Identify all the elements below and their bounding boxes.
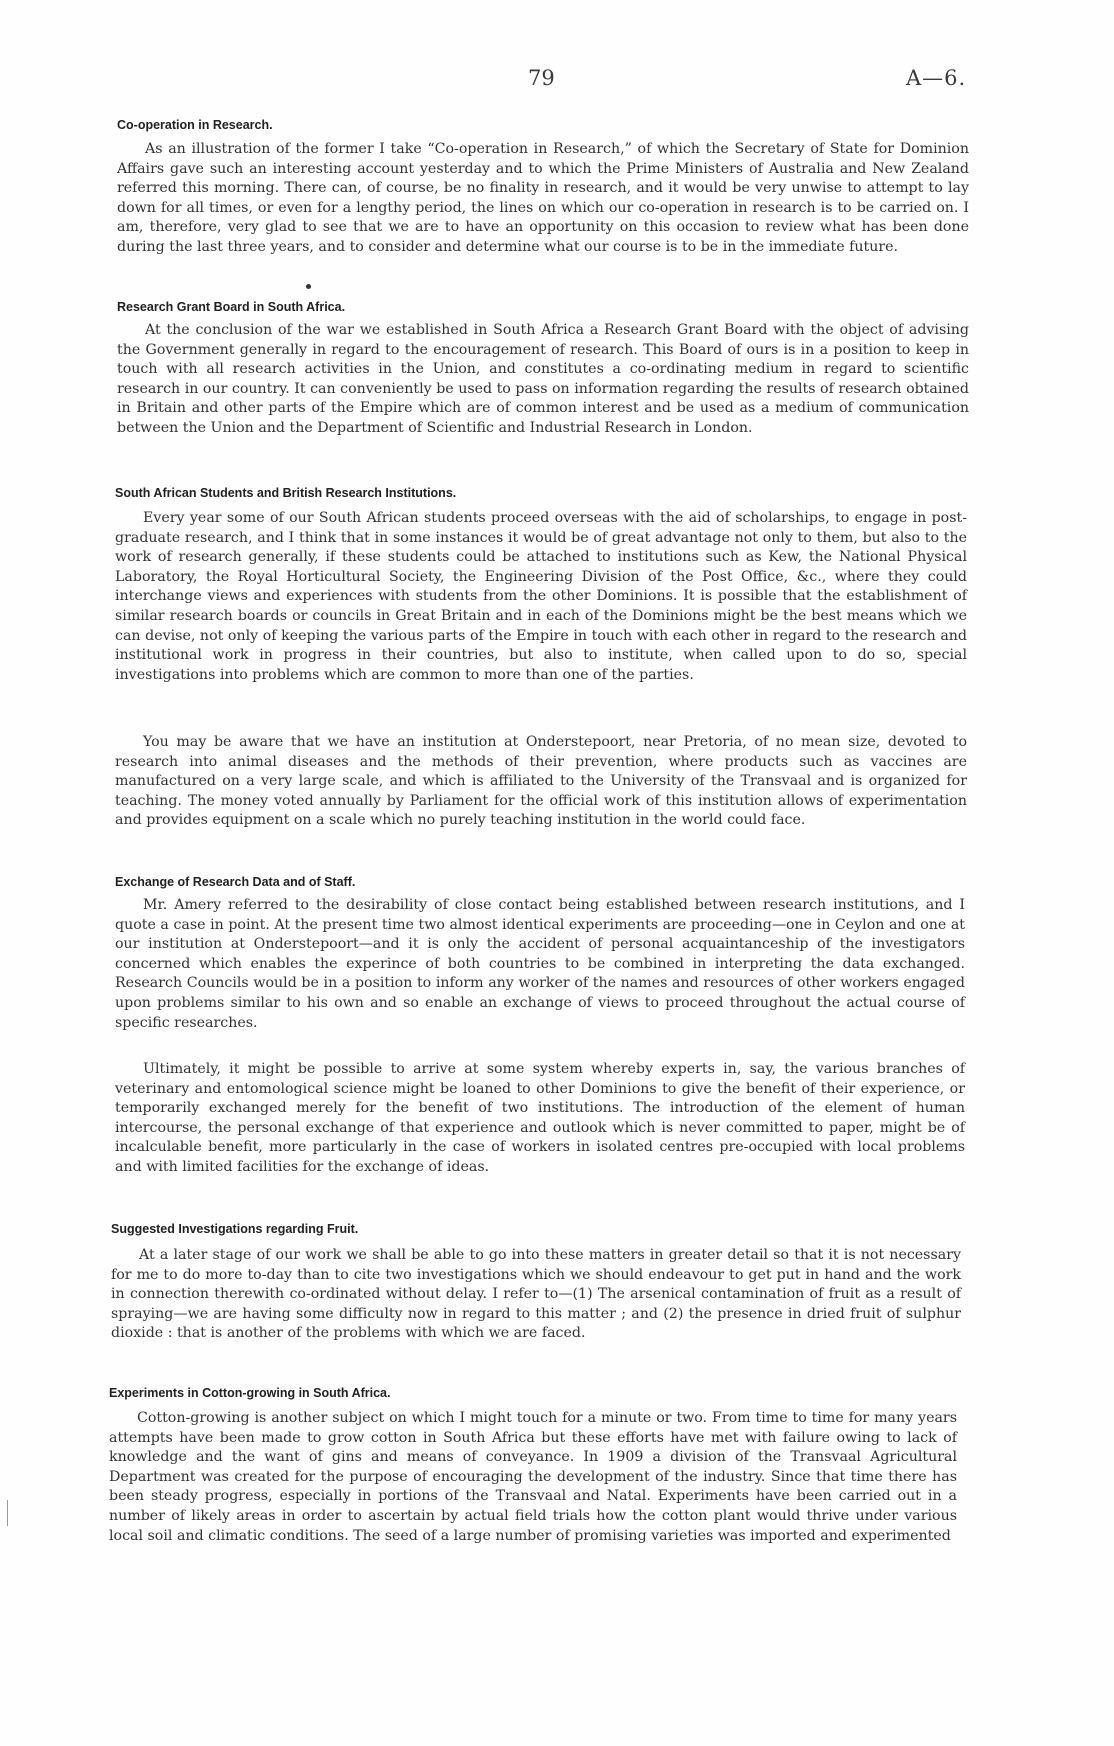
section-heading-cotton: Experiments in Cotton-growing in South Africa. <box>109 1386 391 1400</box>
paragraph: Ultimately, it might be possible to arrive at some system whereby experts in, say, the various branches of veterinary and entomological science might be loaned to other Dominions to give the benefit of their experience, or temporarily exchanged merely for the benefit of two institutions. The introduction of the element of human intercourse, the personal exchange of that experience and outlook which is never committed to paper, might be of incalculable benefit, more particularly in the case of workers in isolated centres pre-occupied with local problems and with limited facilities for the exchange of ideas. <box>115 1061 965 1175</box>
section-heading-students: South African Students and British Research Institutions. <box>115 486 457 500</box>
margin-mark <box>7 1500 8 1526</box>
document-reference: A—6. <box>906 66 967 90</box>
page-header <box>0 66 1114 96</box>
ink-dot <box>306 284 311 289</box>
section-heading-fruit: Suggested Investigations regarding Fruit. <box>111 1222 359 1236</box>
paragraph: Every year some of our South African students proceed overseas with the aid of scholarships, to engage in post-graduate research, and I think that in some instances it would be of great advantage not only to them, but also to the work of research generally, if these students could be attached to institutions such as Kew, the National Physical Laboratory, the Royal Horticultural Society, the Engineering Division of the Post Office, &c., where they could interchange views and experiences with students from the other Dominions. It is possible that the establishment of similar research boards or councils in Great Britain and in each of the Dominions might be the best means which we can devise, not only of keeping the various parts of the Empire in touch with each other in regard to the research and institutional work in progress in their countries, but also to institute, when called upon to do so, special investigations into problems which are common to more than one of the parties. <box>115 510 967 683</box>
section-heading-cooperation: Co-operation in Research. <box>117 118 273 132</box>
paragraph: Cotton-growing is another subject on which I might touch for a minute or two. From time to time for many years attempts have been made to grow cotton in South Africa but these efforts have met with failure owing to lack of knowledge and the want of gins and means of conveyance. In 1909 a division of the Transvaal Agricultural Department was created for the purpose of encouraging the development of the industry. Since that time there has been steady progress, especially in portions of the Transvaal and Natal. Experiments have been carried out in a number of likely areas in order to ascertain by actual field trials how the cotton plant would thrive under various local soil and climatic conditions. The seed of a large number of promising varieties was imported and experimented <box>109 1410 957 1544</box>
page-number: 79 <box>528 66 555 90</box>
section-heading-research-grant-board: Research Grant Board in South Africa. <box>117 300 346 314</box>
paragraph: Mr. Amery referred to the desirability of close contact being established between research institutions, and I quote a case in point. At the present time two almost identical experiments are proceeding—one in Ceylon and one at our institution at Onderstepoort—and it is only the accident of personal acquaintanceship of the investigators concerned which enables the experince of both countries to be combined in interpreting the data exchanged. Research Councils would be in a position to inform any worker of the names and resources of other workers engaged upon problems similar to his own and so enable an exchange of views to proceed throughout the actual course of specific researches. <box>115 897 965 1031</box>
paragraph: As an illustration of the former I take “Co-operation in Research,” of which the Secretary of State for Dominion Affairs gave such an interesting account yesterday and to which the Prime Ministers of Australia and New Zealand referred this morning. There can, of course, be no finality in research, and it would be very unwise to attempt to lay down for all times, or even for a lengthy period, the lines on which our co-operation in research is to be carried on. I am, therefore, very glad to see that we are to have an opportunity on this occasion to review what has been done during the last three years, and to consider and determine what our course is to be in the immediate future. <box>117 141 969 255</box>
section-heading-exchange: Exchange of Research Data and of Staff. <box>115 875 356 889</box>
paragraph: You may be aware that we have an institution at Onderstepoort, near Pretoria, of no mean size, devoted to research into animal diseases and the methods of their prevention, where products such as vaccines are manufactured on a very large scale, and which is affiliated to the University of the Transvaal and is organized for teaching. The money voted annually by Parliament for the official work of this institution allows of experimentation and provides equipment on a scale which no purely teaching institution in the world could face. <box>115 734 967 829</box>
paragraph: At a later stage of our work we shall be able to go into these matters in greater detail so that it is not necessary for me to do more to-day than to cite two investigations which we should endeavour to get put in hand and the work in connection therewith co-ordinated without delay. I refer to—(1) The arsenical contamination of fruit as a result of spraying—we are having some difficulty now in regard to this matter ; and (2) the presence in dried fruit of sulphur dioxide : that is another of the problems with which we are faced. <box>111 1247 961 1342</box>
paragraph: At the conclusion of the war we established in South Africa a Research Grant Board with the object of advising the Government generally in regard to the encouragement of research. This Board of ours is in a position to keep in touch with all research activities in the Union, and constitutes a co-ordinating medium in regard to scientific research in our country. It can conveniently be used to pass on information regarding the results of research obtained in Britain and other parts of the Empire which are of common interest and be used as a medium of communication between the Union and the Department of Scientific and Industrial Research in London. <box>117 322 969 436</box>
